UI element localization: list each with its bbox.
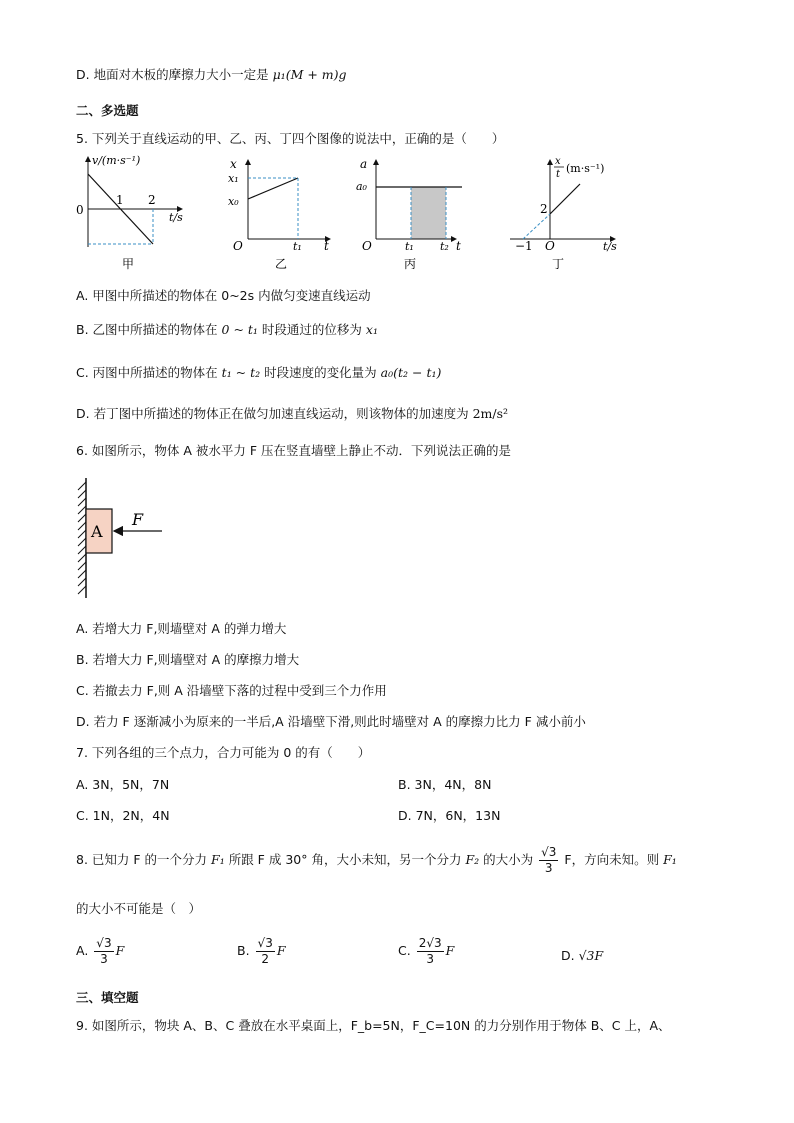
force-label: F [132, 510, 144, 529]
q5-option-b-math: 0 ~ t₁ [221, 322, 258, 337]
q5-option-c-text2: 时段速度的变化量为 [264, 365, 377, 380]
q5-option-a: A. 甲图中所描述的物体在 0~2s 内做匀变速直线运动 [76, 288, 371, 303]
q8-option-c [398, 936, 454, 967]
q8-f2: F₂ [465, 852, 480, 867]
bing-t1: t₁ [405, 240, 414, 253]
q8-stem-part2: 所跟 F 成 30° 角，大小未知，另一个分力 [228, 852, 462, 867]
bing-xlabel: t [456, 239, 461, 253]
q5-option-c-math: t₁ ~ t₂ [221, 365, 261, 380]
q8-stem-part4: F，方向未知。则 [564, 852, 660, 867]
ding-yunit: (m·s⁻¹) [566, 162, 605, 175]
q6-option-b: B. 若增大力 F,则墙壁对 A 的摩擦力增大 [76, 652, 300, 667]
q5-graphs [70, 152, 630, 274]
q5-option-c-math2: a₀(t₂ − t₁) [380, 365, 442, 380]
yi-t1: t₁ [293, 240, 302, 253]
q8-option-a-den: 3 [100, 952, 108, 966]
q4-option-d [76, 67, 347, 83]
graph-ding [510, 156, 617, 271]
ding-xlabel: t/s [603, 240, 617, 253]
q8-option-b [237, 936, 286, 967]
q8-option-c-label: C. [398, 943, 411, 958]
yi-x0: x₀ [228, 195, 239, 208]
q7-option-c: C. 1N，2N，4N [76, 808, 170, 823]
q8-option-a-label: A. [76, 943, 89, 958]
q8-option-b-den: 2 [261, 952, 269, 966]
bing-origin: O [362, 239, 372, 253]
graph-jia [76, 154, 183, 271]
graph-yi [228, 157, 330, 271]
yi-ylabel: x [230, 157, 237, 171]
q8-option-c-f: F [445, 943, 455, 958]
bing-shaded-area [411, 187, 446, 239]
section-title-fill-blank: 三、填空题 [76, 990, 139, 1005]
q8-option-d-label: D. [561, 948, 575, 963]
q7-option-b: B. 3N，4N，8N [398, 777, 492, 792]
jia-tick2: 2 [148, 193, 156, 207]
q5-option-d [76, 406, 508, 422]
ding-ylabel-top: x [555, 156, 561, 167]
ding-y2: 2 [540, 202, 548, 216]
jia-ylabel: v/(m·s⁻¹) [92, 154, 141, 167]
q8-option-a-f: F [115, 943, 125, 958]
bing-ylabel: a [360, 157, 368, 171]
jia-origin: 0 [76, 203, 84, 217]
section-title-multi-choice: 二、多选题 [76, 103, 139, 118]
yi-origin: O [233, 239, 243, 253]
q5-option-d-math: 2m/s² [472, 406, 509, 421]
q8-option-c-den: 3 [426, 952, 434, 966]
q9-stem: 9. 如图所示，物块 A、B、C 叠放在水平桌面上，F_b=5N，F_C=10N 的力分别作用于物体 B、C 上，A、 [76, 1018, 671, 1033]
q8-f1b: F₁ [663, 852, 677, 867]
q7-option-a: A. 3N，5N，7N [76, 777, 170, 792]
bing-caption: 丙 [404, 257, 417, 271]
yi-x1: x₁ [228, 172, 239, 185]
q5-option-c-text: C. 丙图中所描述的物体在 [76, 365, 218, 380]
q5-option-c [76, 365, 441, 381]
yi-caption: 乙 [275, 257, 288, 271]
q8-option-b-label: B. [237, 943, 250, 958]
q7-stem: 7. 下列各组的三个点力，合力可能为 0 的有（ ） [76, 745, 371, 760]
q6-wall-diagram [70, 474, 170, 602]
q4-option-d-text: D. 地面对木板的摩擦力大小一定是 [76, 67, 269, 82]
q6-option-d: D. 若力 F 逐渐减小为原来的一半后,A 沿墙壁下滑,则此时墙壁对 A 的摩擦力比力 F 减小前小 [76, 714, 586, 729]
q5-option-b [76, 322, 378, 338]
q8-frac-den: 3 [544, 861, 553, 875]
graph-bing [356, 157, 462, 271]
q8-f1: F₁ [211, 852, 225, 867]
q8-option-b-f: F [276, 943, 286, 958]
bing-t2: t₂ [440, 240, 449, 253]
ding-origin: O [545, 239, 555, 253]
wall-hatching [78, 482, 86, 594]
q6-stem: 6. 如图所示，物体 A 被水平力 F 压在竖直墙壁上静止不动．下列说法正确的是 [76, 443, 512, 458]
ding-caption: 丁 [552, 257, 565, 271]
q8-stem-line2: 的大小不可能是（ ） [76, 901, 202, 916]
q8-fraction [539, 845, 558, 876]
q8-stem-line1 [76, 845, 677, 876]
q5-option-b-math2: x₁ [365, 322, 378, 337]
q5-option-b-text2: 时段通过的位移为 [261, 322, 362, 337]
q6-option-c: C. 若撤去力 F,则 A 沿墙壁下落的过程中受到三个力作用 [76, 683, 387, 698]
q8-stem-part3: 的大小为 [483, 852, 534, 867]
ding-xneg: −1 [515, 239, 533, 253]
q8-option-a-num: √3 [96, 936, 112, 950]
block-a-label: A [91, 522, 103, 541]
yi-xlabel: t [324, 239, 329, 253]
q6-option-a: A. 若增大力 F,则墙壁对 A 的弹力增大 [76, 621, 287, 636]
q5-stem: 5. 下列关于直线运动的甲、乙、丙、丁四个图像的说法中，正确的是（ ） [76, 131, 505, 146]
q8-option-a [76, 936, 124, 967]
q8-frac-num: √3 [541, 845, 557, 859]
q8-option-b-num: √3 [257, 936, 273, 950]
q8-option-c-num: 2√3 [418, 936, 442, 950]
bing-a0: a₀ [356, 180, 367, 193]
jia-tick1: 1 [116, 193, 124, 207]
q4-option-d-math: μ₁(M + m)g [272, 67, 347, 82]
jia-xlabel: t/s [169, 211, 183, 224]
ding-ylabel-bottom: t [556, 169, 561, 180]
q5-option-b-text: B. 乙图中所描述的物体在 [76, 322, 218, 337]
q8-option-d [561, 948, 603, 964]
jia-caption: 甲 [122, 257, 135, 271]
q8-option-d-val: √3F [578, 948, 604, 963]
q7-option-d: D. 7N，6N，13N [398, 808, 501, 823]
q5-option-d-text: D. 若丁图中所描述的物体正在做匀加速直线运动，则该物体的加速度为 [76, 406, 469, 421]
q8-stem-part1: 8. 已知力 F 的一个分力 [76, 852, 208, 867]
